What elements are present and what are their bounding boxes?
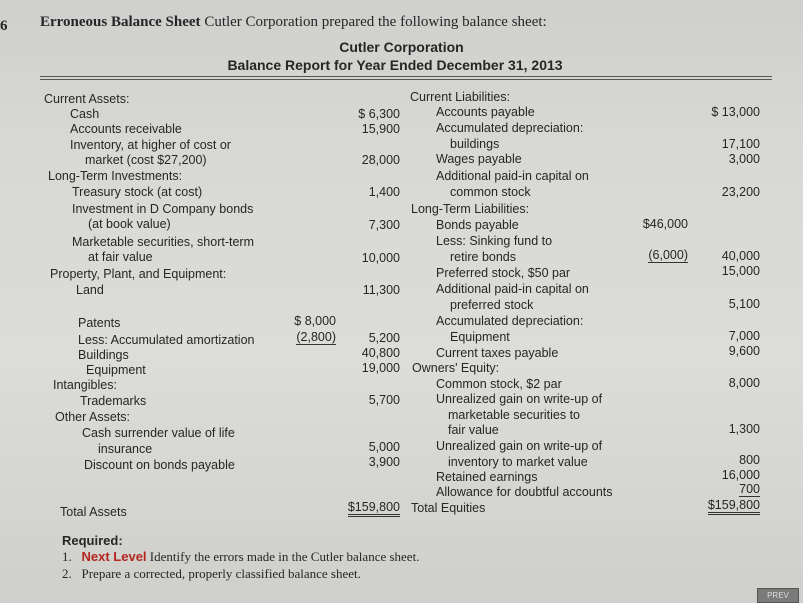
equipment-value: 19,000	[361, 361, 400, 375]
bonds-net-value: 40,000	[721, 249, 760, 263]
total-equities-value: $159,800	[708, 498, 760, 515]
wages-label: Wages payable	[436, 152, 522, 166]
required-item-2-number: 2.	[62, 566, 72, 581]
treasury-label: Treasury stock (at cost)	[72, 185, 203, 199]
discount-value: 3,900	[368, 455, 400, 469]
investment-d-label-1: Investment in D Company bonds	[72, 202, 254, 216]
common-stock-label: Common stock, $2 par	[436, 377, 562, 391]
unrealized-inv-value: 800	[739, 453, 760, 467]
trademarks-value: 5,700	[368, 393, 400, 407]
bonds-value: $46,000	[642, 217, 688, 231]
required-title: Required:	[62, 533, 123, 548]
required-item-2	[62, 566, 361, 582]
marketable-label-1: Marketable securities, short-term	[72, 235, 255, 249]
required-item-2-text: Prepare a corrected, properly classified balance sheet.	[81, 566, 361, 581]
total-assets-value: $159,800	[348, 500, 400, 517]
land-label: Land	[76, 283, 104, 297]
common-stock-value: 8,000	[728, 376, 760, 390]
ppe-header: Property, Plant, and Equipment:	[50, 267, 227, 281]
wages-value: 3,000	[728, 152, 760, 166]
unrealized-ms-value: 1,300	[728, 422, 760, 436]
csv-label-2: insurance	[98, 442, 153, 456]
required-item-1	[62, 549, 419, 565]
patents-gross-value: $ 8,000	[294, 314, 336, 328]
apic-common-value: 23,200	[721, 185, 760, 199]
unrealized-ms-label-3: fair value	[448, 423, 499, 437]
patents-label: Patents	[78, 316, 121, 330]
problem-heading	[40, 14, 547, 31]
owners-equity-header: Owners' Equity:	[412, 361, 500, 375]
cash-label: Cash	[70, 107, 100, 121]
report-title: Balance Report for Year Ended December 31, 2013	[227, 57, 563, 73]
current-taxes-label: Current taxes payable	[436, 346, 559, 360]
allowance-value: 700	[739, 482, 760, 496]
lt-liabilities-header: Long-Term Liabilities:	[411, 202, 530, 216]
sinking-fund-label-1: Less: Sinking fund to	[436, 234, 553, 248]
accum-dep-buildings-label-1: Accumulated depreciation:	[436, 121, 584, 135]
other-assets-header: Other Assets:	[55, 410, 131, 424]
current-taxes-value: 9,600	[728, 344, 760, 358]
discount-label: Discount on bonds payable	[84, 458, 235, 472]
inventory-label-1: Inventory, at higher of cost or	[70, 138, 231, 152]
bonds-label: Bonds payable	[436, 218, 519, 232]
unrealized-inv-label-2: inventory to market value	[448, 455, 588, 469]
total-assets-label: Total Assets	[60, 505, 127, 519]
accum-dep-equipment-label-1: Accumulated depreciation:	[436, 314, 584, 328]
preferred-label: Preferred stock, $50 par	[436, 266, 571, 280]
accum-dep-buildings-label-2: buildings	[450, 137, 500, 151]
inventory-value: 28,000	[361, 153, 400, 167]
intangibles-header: Intangibles:	[53, 378, 117, 392]
retained-earnings-value: 16,000	[721, 468, 760, 482]
patents-net-value: 5,200	[368, 331, 400, 345]
ar-value: 15,900	[361, 122, 400, 136]
required-item-1-number: 1.	[62, 549, 72, 564]
retained-earnings-label: Retained earnings	[436, 470, 538, 484]
total-equities-label: Total Equities	[411, 501, 486, 515]
investment-d-label-2: (at book value)	[88, 217, 171, 231]
csv-label-1: Cash surrender value of life	[82, 426, 235, 440]
problem-heading-text: Cutler Corporation prepared the following balance sheet:	[204, 14, 547, 30]
treasury-value: 1,400	[368, 185, 400, 199]
title-rule-top	[40, 76, 772, 77]
required-item-1-text: Identify the errors made in the Cutler balance sheet.	[149, 549, 420, 564]
inventory-label-2: market (cost $27,200)	[85, 153, 207, 167]
investment-d-value: 7,300	[368, 218, 400, 232]
buildings-label: Buildings	[78, 348, 129, 362]
title-rule-bottom	[40, 79, 772, 80]
unrealized-ms-label-2: marketable securities to	[448, 408, 581, 422]
allowance-label: Allowance for doubtful accounts	[436, 485, 613, 499]
amortization-label: Less: Accumulated amortization	[78, 333, 255, 347]
problem-heading-title: Erroneous Balance Sheet	[40, 14, 201, 30]
current-liabilities-header: Current Liabilities:	[410, 90, 511, 104]
ar-label: Accounts receivable	[70, 122, 182, 136]
apic-preferred-value: 5,100	[728, 297, 760, 311]
equipment-label: Equipment	[86, 363, 146, 377]
ap-value: $ 13,000	[711, 105, 760, 119]
current-assets-header: Current Assets:	[44, 92, 130, 106]
accum-dep-equipment-value: 7,000	[728, 329, 760, 343]
accum-dep-equipment-label-2: Equipment	[450, 330, 510, 344]
next-level-badge: Next Level	[81, 549, 147, 564]
buildings-value: 40,800	[361, 346, 400, 360]
lt-investments-header: Long-Term Investments:	[48, 169, 183, 183]
apic-preferred-label-1: Additional paid-in capital on	[436, 282, 589, 296]
ap-label: Accounts payable	[436, 105, 535, 119]
cash-value: $ 6,300	[358, 107, 400, 121]
marketable-value: 10,000	[361, 251, 400, 265]
sinking-fund-value: (6,000)	[648, 248, 688, 262]
csv-value: 5,000	[368, 440, 400, 454]
marketable-label-2: at fair value	[88, 250, 153, 264]
trademarks-label: Trademarks	[80, 394, 147, 408]
accum-dep-buildings-value: 17,100	[721, 137, 760, 151]
apic-preferred-label-2: preferred stock	[450, 298, 534, 312]
company-name: Cutler Corporation	[339, 39, 464, 55]
amortization-value: (2,800)	[296, 330, 336, 344]
unrealized-inv-label-1: Unrealized gain on write-up of	[436, 439, 603, 453]
apic-common-label-1: Additional paid-in capital on	[436, 169, 589, 183]
sinking-fund-label-2: retire bonds	[450, 250, 517, 264]
land-value: 11,300	[362, 283, 400, 297]
unrealized-ms-label-1: Unrealized gain on write-up of	[436, 392, 603, 406]
apic-common-label-2: common stock	[450, 185, 531, 199]
prev-button[interactable]: PREV	[757, 588, 799, 603]
problem-number: 6	[0, 18, 8, 34]
preferred-value: 15,000	[721, 264, 760, 278]
